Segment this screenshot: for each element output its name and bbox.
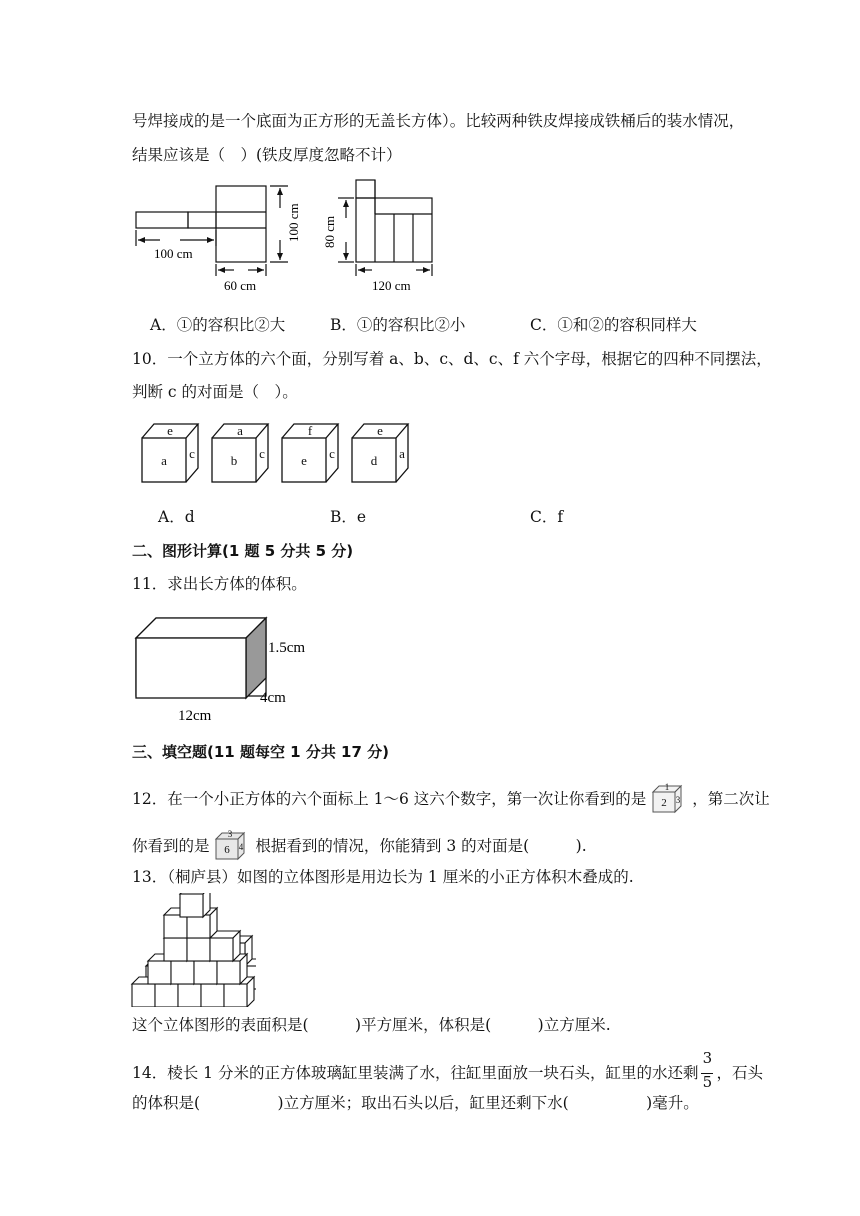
q10-option-b: B．e (330, 508, 367, 526)
q10-cube1-front: a (161, 453, 167, 468)
q14-fraction-numerator: 3 (702, 1049, 713, 1067)
q12-part2: ，第二次让 (692, 790, 770, 808)
q9-line1: 号焊接成的是一个底面为正方形的无盖长方体）。比较两种铁皮焊接成铁桶后的装水情况， (132, 112, 745, 130)
q13-text: 13．（桐庐县）如图的立体图形是用边长为 1 厘米的小正方体积木叠成的. (132, 868, 634, 886)
q10-line1: 10．一个立方体的六个面，分别写着 a、b、c、d、c、f 六个字母，根据它的四种不同摆法， (132, 350, 772, 368)
q12-part3: 你看到的是 (132, 837, 210, 855)
q10-cube1-top: e (167, 423, 173, 438)
q14-line2: 的体积是( )立方厘米；取出石头以后，缸里还剩下水( )毫升。 (132, 1094, 699, 1112)
q10-cube4-top: e (377, 423, 383, 438)
q12-cube2-front: 6 (224, 844, 231, 856)
q9-fig2-dim-a: 80 cm (322, 215, 337, 248)
q10-option-c: C．f (530, 508, 564, 526)
q11-height-label: 1.5cm (268, 640, 306, 656)
q10-option-a: A．d (158, 508, 195, 526)
q10-cube2-top: a (237, 423, 243, 438)
q11-length-label: 12cm (178, 708, 212, 724)
q13-stacked-cubes-figure (130, 893, 256, 1007)
q12-part4: 根据看到的情况，你能猜到 3 的对面是( ). (255, 837, 587, 855)
q12-cube1-side: 3 (676, 795, 681, 805)
q13-answer-line: 这个立体图形的表面积是( )平方厘米，体积是( )立方厘米. (132, 1016, 611, 1034)
q10-cube1-side: c (189, 446, 195, 461)
q11-text: 11．求出长方体的体积。 (132, 575, 307, 593)
q12-cube1-top: 1 (665, 782, 670, 792)
section-3-title: 三、填空题(11 题每空 1 分共 17 分) (132, 743, 390, 761)
q9-option-b: B．①的容积比②小 (330, 316, 466, 334)
q12-cube1-icon (651, 782, 687, 814)
q11-cuboid-figure (130, 612, 330, 724)
q14-fraction-denominator: 5 (702, 1073, 713, 1091)
q11-width-label: 4cm (260, 690, 286, 706)
section-2-title: 二、图形计算(1 题 5 分共 5 分) (132, 542, 354, 560)
q9-fig2-dim-b: 120 cm (372, 278, 411, 293)
q12-line2 (132, 829, 587, 861)
q13-cube (180, 893, 210, 917)
q14-part2: ，石头 (716, 1064, 763, 1082)
q9-figure (130, 178, 450, 298)
q9-fig1-dim-a: 100 cm (154, 246, 193, 261)
q14-line1 (132, 1049, 763, 1094)
q12-cube2-top: 3 (228, 829, 233, 839)
q9-option-c: C．①和②的容积同样大 (530, 316, 697, 334)
q10-cube4-side: a (399, 446, 405, 461)
q10-cubes-figure (138, 420, 418, 486)
q12-cube2-icon (214, 829, 250, 861)
q10-cube3-side: c (329, 446, 335, 461)
q12-line1 (132, 782, 770, 814)
q14-part1: 14．棱长 1 分米的正方体玻璃缸里装满了水，往缸里面放一块石头，缸里的水还剩 (132, 1064, 699, 1082)
q12-part1: 12．在一个小正方体的六个面标上 1～6 这六个数字，第一次让你看到的是 (132, 790, 647, 808)
q10-cube4-front: d (370, 453, 378, 468)
q10-cube3-front: e (301, 453, 307, 468)
q9-fig1-dim-b: 100 cm (286, 203, 301, 242)
q10-cube2-side: c (259, 446, 265, 461)
q10-line2: 判断 c 的对面是（ ）。 (132, 383, 298, 401)
q10-cube3-top: f (307, 423, 313, 438)
q9-line2: 结果应该是（ ）(铁皮厚度忽略不计） (132, 146, 402, 164)
q9-fig1-dim-c: 60 cm (224, 278, 257, 293)
q12-cube1-front: 2 (661, 797, 667, 809)
q10-cube2-front: b (230, 453, 238, 468)
q12-cube2-side: 4 (239, 842, 244, 852)
q13-cube (210, 931, 240, 961)
q9-option-a: A．①的容积比②大 (150, 316, 286, 334)
